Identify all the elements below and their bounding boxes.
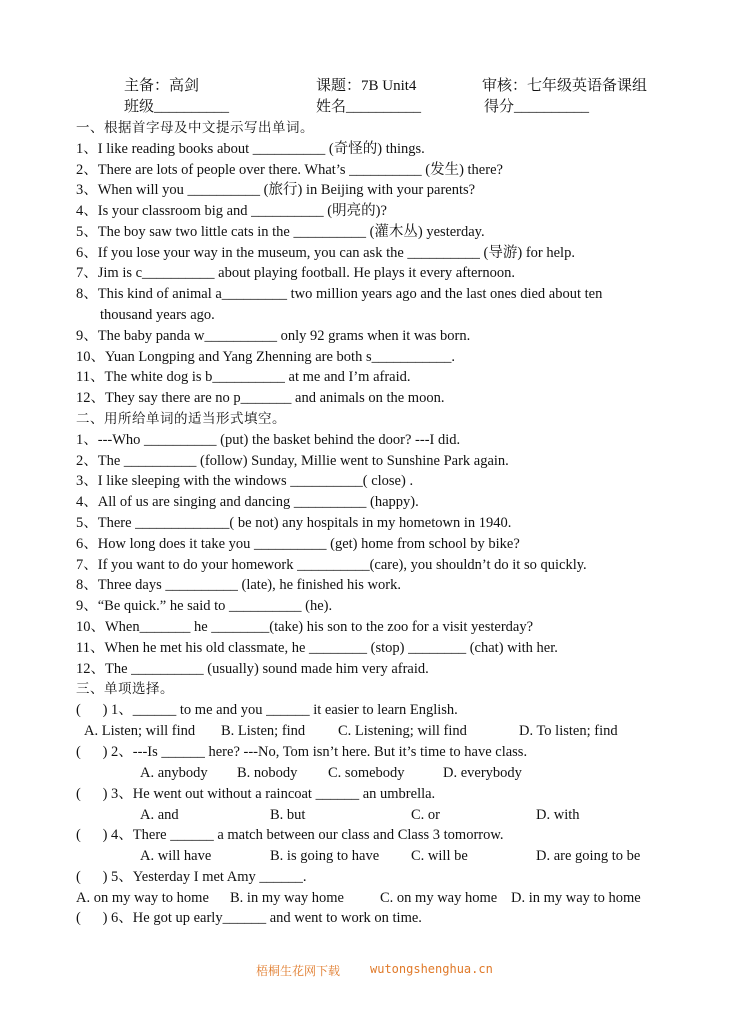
s1-item: 3、When will you __________ (旅行) in Beijing with your parents? bbox=[76, 182, 476, 198]
s2-item: 10、When_______ he ________(take) his son to the zoo for a visit yesterday? bbox=[76, 619, 534, 635]
s3-q2-stem: ( ) 2、---Is ______ here? ---No, Tom isn’t here. But it’s time to have class. bbox=[76, 744, 528, 760]
section1-title: 一、根据首字母及中文提示写出单词。 bbox=[76, 120, 314, 136]
s1-item: 8、This kind of animal a_________ two million years ago and the last ones died about ten bbox=[76, 286, 603, 302]
s3-q5-stem: ( ) 5、Yesterday I met Amy ______. bbox=[76, 869, 307, 885]
s1-item: 1、I like reading books about __________ (奇怪的) things. bbox=[76, 141, 425, 157]
s3-q5-option-d: D. in my way to home bbox=[511, 890, 641, 906]
s1-item: 2、There are lots of people over there. What’s __________ (发生) there? bbox=[76, 162, 503, 178]
s3-q2-option-a: A. anybody bbox=[140, 765, 208, 781]
s1-item: 9、The baby panda w__________ only 92 grams when it was born. bbox=[76, 328, 471, 344]
footer-site-url: wutongshenghua.cn bbox=[370, 962, 493, 976]
s3-q3-option-b: B. but bbox=[270, 807, 306, 823]
topic-label: 课题：7B Unit4 bbox=[316, 78, 417, 94]
s3-q1-option-b: B. Listen; find bbox=[221, 723, 306, 739]
s3-q5-option-c: C. on my way home bbox=[380, 890, 498, 906]
s3-q3-option-d: D. with bbox=[536, 807, 580, 823]
s2-item: 5、There _____________( be not) any hospitals in my hometown in 1940. bbox=[76, 515, 512, 531]
s1-item: 6、If you lose your way in the museum, you can ask the __________ (导游) for help. bbox=[76, 245, 575, 261]
s3-q4-option-d: D. are going to be bbox=[536, 848, 641, 864]
s1-item-continuation: thousand years ago. bbox=[100, 307, 215, 323]
s3-q6-stem: ( ) 6、He got up early______ and went to work on time. bbox=[76, 910, 422, 926]
s3-q5-option-b: B. in my way home bbox=[230, 890, 344, 906]
s2-item: 6、How long does it take you __________ (get) home from school by bike? bbox=[76, 536, 520, 552]
s2-item: 4、All of us are singing and dancing __________ (happy). bbox=[76, 494, 419, 510]
s3-q3-stem: ( ) 3、He went out without a raincoat ______ an umbrella. bbox=[76, 786, 436, 802]
s1-item: 5、The boy saw two little cats in the __________ (灌木丛) yesterday. bbox=[76, 224, 485, 240]
s2-item: 2、The __________ (follow) Sunday, Millie went to Sunshine Park again. bbox=[76, 453, 509, 469]
s3-q1-option-d: D. To listen; find bbox=[519, 723, 618, 739]
class-field: 班级__________ bbox=[124, 99, 230, 115]
s1-item: 11、The white dog is b__________ at me and I’m afraid. bbox=[76, 369, 411, 385]
s3-q1-stem: ( ) 1、______ to me and you ______ it easier to learn English. bbox=[76, 702, 458, 718]
s2-item: 11、When he met his old classmate, he ________ (stop) ________ (chat) with her. bbox=[76, 640, 558, 656]
s2-item: 9、“Be quick.” he said to __________ (he). bbox=[76, 598, 333, 614]
editor-label: 主备：高剑 bbox=[124, 78, 200, 94]
section2-title: 二、用所给单词的适当形式填空。 bbox=[76, 411, 286, 427]
name-field: 姓名__________ bbox=[316, 99, 422, 115]
s2-item: 7、If you want to do your homework __________(care), you shouldn’t do it so quickly. bbox=[76, 557, 587, 573]
reviewer-label: 审核：七年级英语备课组 bbox=[482, 78, 648, 94]
s1-item: 10、Yuan Longping and Yang Zhenning are both s___________. bbox=[76, 349, 455, 365]
s3-q4-stem: ( ) 4、There ______ a match between our class and Class 3 tomorrow. bbox=[76, 827, 504, 843]
s3-q4-option-c: C. will be bbox=[411, 848, 468, 864]
s3-q4-option-b: B. is going to have bbox=[270, 848, 380, 864]
s3-q3-option-a: A. and bbox=[140, 807, 179, 823]
score-field: 得分__________ bbox=[484, 99, 590, 115]
s3-q4-option-a: A. will have bbox=[140, 848, 212, 864]
s1-item: 12、They say there are no p_______ and animals on the moon. bbox=[76, 390, 445, 406]
s1-item: 7、Jim is c__________ about playing football. He plays it every afternoon. bbox=[76, 265, 515, 281]
s3-q2-option-d: D. everybody bbox=[443, 765, 522, 781]
footer-site-name: 梧桐生花网下载 bbox=[256, 964, 341, 978]
section3-title: 三、单项选择。 bbox=[76, 681, 174, 697]
s3-q1-option-a: A. Listen; will find bbox=[84, 723, 196, 739]
s3-q5-option-a: A. on my way to home bbox=[76, 890, 209, 906]
s3-q2-option-c: C. somebody bbox=[328, 765, 405, 781]
s1-item: 4、Is your classroom big and __________ (明亮的)? bbox=[76, 203, 387, 219]
s3-q1-option-c: C. Listening; will find bbox=[338, 723, 467, 739]
s3-q3-option-c: C. or bbox=[411, 807, 440, 823]
s2-item: 3、I like sleeping with the windows __________( close) . bbox=[76, 473, 414, 489]
s2-item: 8、Three days __________ (late), he finished his work. bbox=[76, 577, 401, 593]
s2-item: 1、---Who __________ (put) the basket behind the door? ---I did. bbox=[76, 432, 461, 448]
s2-item: 12、The __________ (usually) sound made him very afraid. bbox=[76, 661, 429, 677]
s3-q2-option-b: B. nobody bbox=[237, 765, 298, 781]
